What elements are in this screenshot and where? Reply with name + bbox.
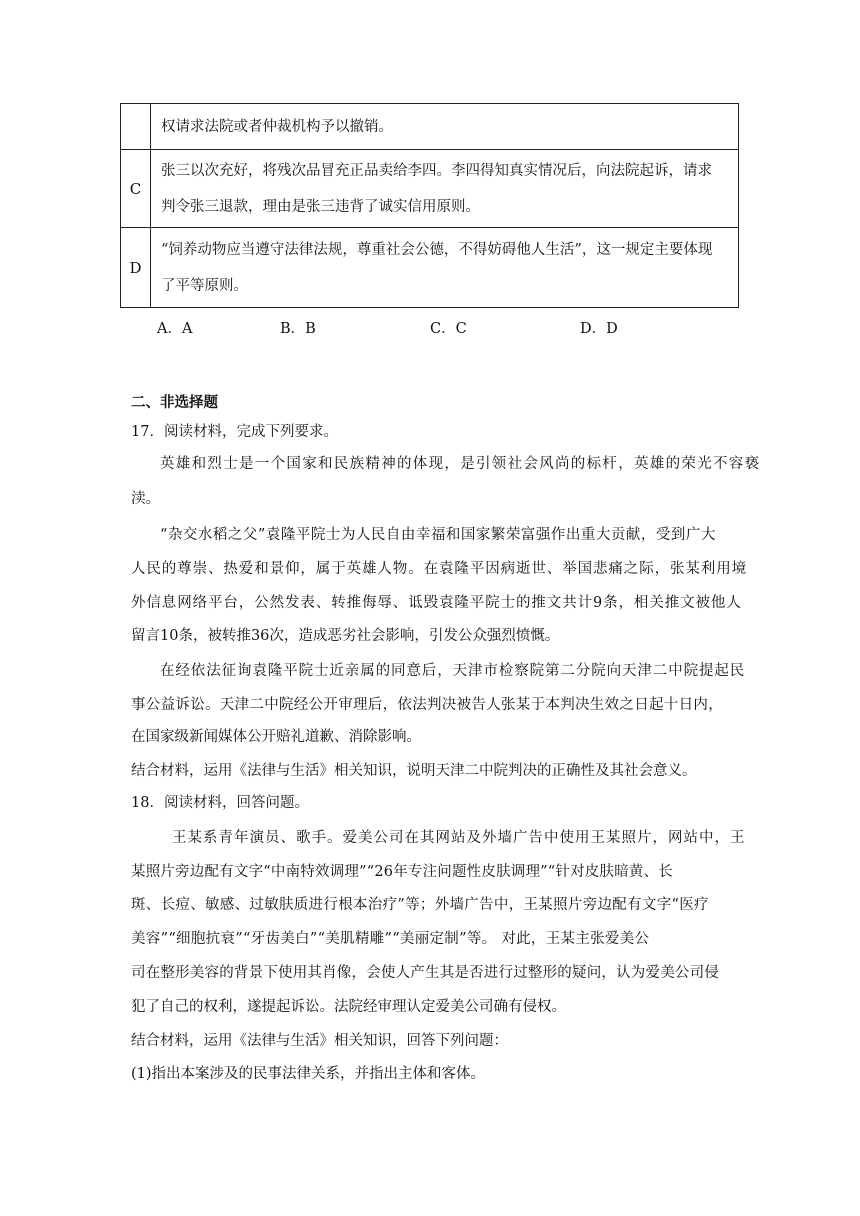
q17-paragraph-line: 人民的尊崇、热爱和景仰，属于英雄人物。在袁隆平因病逝世、举国悲痛之际，张某利用境 xyxy=(131,561,747,577)
answer-choice-c[interactable]: C．C xyxy=(430,321,467,337)
answer-choice-a[interactable]: A．A xyxy=(157,321,193,337)
option-text-line: 权请求法院或者仲裁机构予以撤销。 xyxy=(161,118,393,135)
q17-paragraph-line: 外信息网络平台，公然发表、转推侮辱、诋毁袁隆平院士的推文共计9条，相关推文被他人 xyxy=(131,595,742,611)
option-key xyxy=(121,104,151,150)
option-text-line: 了平等原则。 xyxy=(161,277,248,294)
question-18-stem: 18．阅读材料，回答问题。 xyxy=(131,795,309,811)
option-text-line: “饲养动物应当遵守法律法规，尊重社会公德，不得妨碍他人生活”，这一规定主要体现 xyxy=(161,241,713,258)
table-row xyxy=(121,104,739,150)
options-table xyxy=(120,103,739,308)
q17-paragraph-line: 留言10条，被转推36次，造成恶劣社会影响，引发公众强烈愤慨。 xyxy=(131,628,560,644)
option-text-line: 张三以次充好，将残次品冒充正品卖给李四。李四得知真实情况后，向法院起诉，请求 xyxy=(161,162,712,179)
table-row xyxy=(121,228,739,308)
table-row xyxy=(121,150,739,228)
q17-paragraph-line: 在经依法征询袁隆平院士近亲属的同意后，天津市检察院第二分院向天津二中院提起民 xyxy=(160,663,746,679)
q18-paragraph-line: 王某系青年演员、歌手。爱美公司在其网站及外墙广告中使用王某照片，网站中，王 xyxy=(172,830,746,846)
option-key: D xyxy=(121,228,151,308)
q18-paragraph-line: 某照片旁边配有文字“中南特效调理”“26年专注问题性皮肤调理”“针对皮肤暗黄、长 xyxy=(131,864,674,880)
q18-paragraph-line: 美容”“细胞抗衰”“牙齿美白”“美肌精雕”“美丽定制”等。 对此，王某主张爱美公 xyxy=(131,931,650,947)
option-key: C xyxy=(121,150,151,228)
section-title: 二、非选择题 xyxy=(131,394,218,411)
q17-paragraph-line: “杂交水稻之父”袁隆平院士为人民自由幸福和国家繁荣富强作出重大贡献，受到广大 xyxy=(160,527,716,543)
q17-paragraph-line: 在国家级新闻媒体公开赔礼道歉、消除影响。 xyxy=(131,729,421,745)
question-18-prompt: 结合材料，运用《法律与生活》相关知识，回答下列问题： xyxy=(131,1033,508,1049)
question-17-stem: 17．阅读材料，完成下列要求。 xyxy=(131,424,338,440)
q18-paragraph-line: 斑、长痘、敏感、过敏肤质进行根本治疗”等；外墙广告中，王某照片旁边配有文字“医疗 xyxy=(131,897,709,913)
question-18-subquestion-1: (1)指出本案涉及的民事法律关系，并指出主体和客体。 xyxy=(131,1066,486,1082)
option-text xyxy=(151,228,739,308)
answer-choice-b[interactable]: B．B xyxy=(280,321,316,337)
q18-paragraph-line: 司在整形美容的背景下使用其肖像，会使人产生其是否进行过整形的疑问，认为爱美公司侵 xyxy=(131,965,719,981)
answer-choice-d[interactable]: D．D xyxy=(580,321,618,337)
option-text xyxy=(151,104,739,150)
q17-paragraph-line: 事公益诉讼。天津二中院经公开审理后，依法判决被告人张某于本判决生效之日起十日内， xyxy=(131,697,723,713)
answer-choices xyxy=(0,317,860,339)
q17-paragraph-line: 英雄和烈士是一个国家和民族精神的体现，是引领社会风尚的标杆，英雄的荣光不容亵 xyxy=(160,456,761,472)
q17-paragraph-line: 渎。 xyxy=(131,491,160,507)
option-text xyxy=(151,150,739,228)
q18-paragraph-line: 犯了自己的权利，遂提起诉讼。法院经审理认定爱美公司确有侵权。 xyxy=(131,999,566,1015)
option-text-line: 判令张三退款，理由是张三违背了诚实信用原则。 xyxy=(161,198,480,215)
question-17-prompt: 结合材料，运用《法律与生活》相关知识，说明天津二中院判决的正确性及其社会意义。 xyxy=(131,763,697,779)
